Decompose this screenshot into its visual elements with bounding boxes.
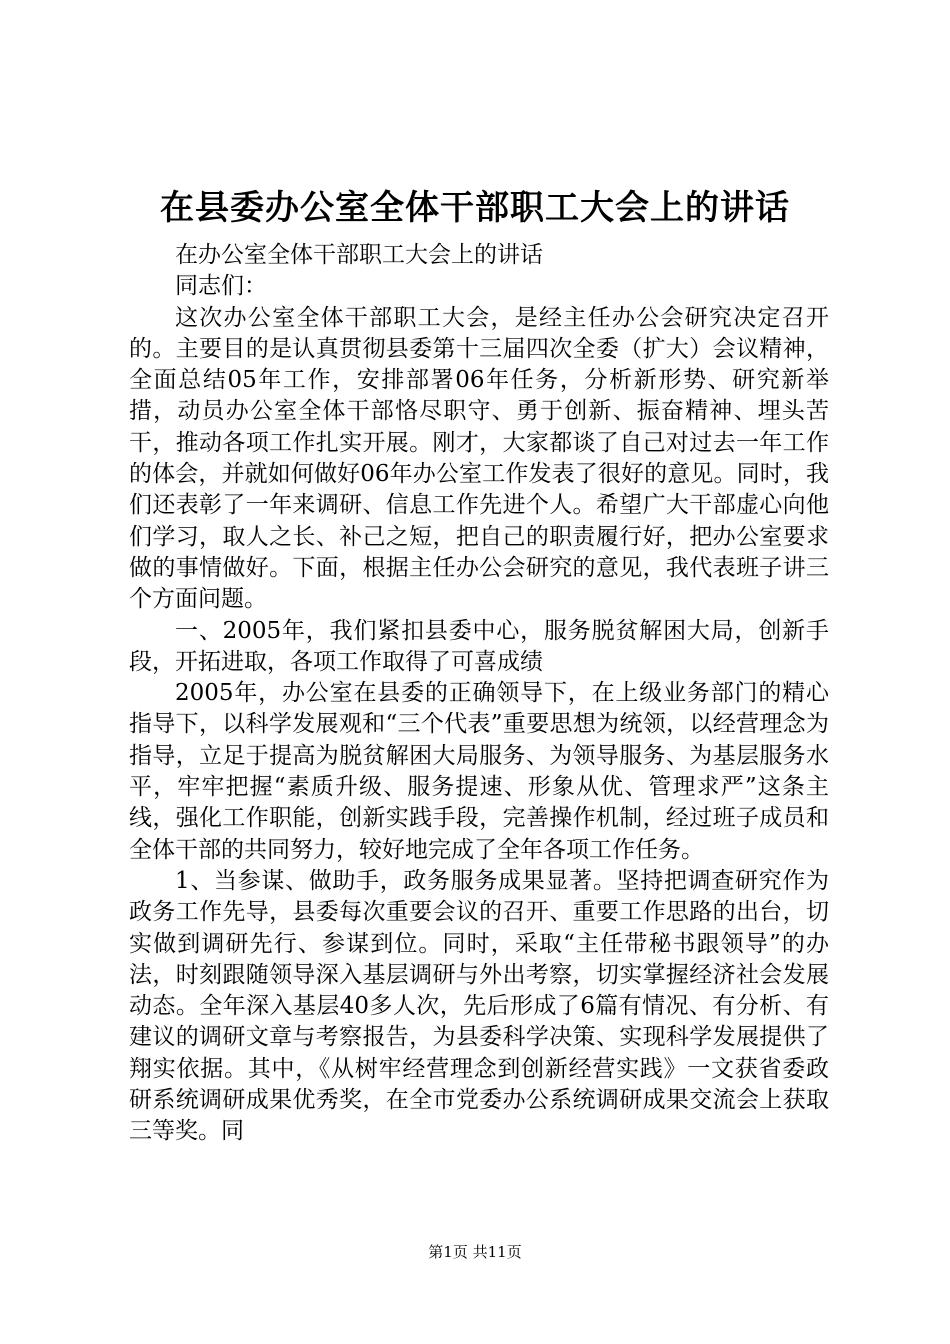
section-heading-paragraph: 一、2005年，我们紧扣县委中心，服务脱贫解困大局，创新手段，开拓进取，各项工作取得了可喜成绩 xyxy=(129,617,829,675)
salutation-paragraph: 同志们： xyxy=(175,273,267,300)
body-paragraph: 1、当参谋、做助手，政务服务成果显著。坚持把调查研究作为政务工作先导，县委每次重要会议的召开、重要工作思路的出台，切实做到调研先行、参谋到位。同时，采取“主任带秘书跟领导”的办法，时刻跟随领导深入基层调研与外出考察，切实掌握经济社会发展动态。全年深入基层40多人次，先后形成了6篇有情况、有分析、有建议的调研文章与考察报告，为县委科学决策、实现科学发展提供了翔实依据。其中，《从树牢经营理念到创新经营实践》一文获省委政研系统调研成果优秀奖，在全市党委办公系统调研成果交流会上获取三等奖。同 xyxy=(129,867,829,1145)
document-body xyxy=(129,240,829,1148)
subtitle-paragraph: 在办公室全体干部职工大会上的讲话 xyxy=(175,242,543,268)
page-number-footer: 第1页 共11页 xyxy=(428,1243,522,1261)
document-title: 在县委办公室全体干部职工大会上的讲话 xyxy=(160,188,790,228)
body-paragraph: 这次办公室全体干部职工大会，是经主任办公会研究决定召开的。主要目的是认真贯彻县委第十三届四次全委（扩大）会议精神，全面总结05年工作，安排部署06年任务，分析新形势、研究新举措，动员办公室全体干部恪尽职守、勇于创新、振奋精神、埋头苦干，推动各项工作扎实开展。刚才，大家都谈了自己对过去一年工作的体会，并就如何做好06年办公室工作发表了很好的意见。同时，我们还表彰了一年来调研、信息工作先进个人。希望广大干部虚心向他们学习，取人之长、补己之短，把自己的职责履行好，把办公室要求做的事情做好。下面，根据主任办公会研究的意见，我代表班子讲三个方面问题。 xyxy=(129,304,829,613)
body-paragraph: 2005年，办公室在县委的正确领导下，在上级业务部门的精心指导下，以科学发展观和“三个代表”重要思想为统领，以经营理念为指导，立足于提高为脱贫解困大局服务、为领导服务、为基层服务水平，牢牢把握“素质升级、服务提速、形象从优、管理求严”这条主线，强化工作职能，创新实践手段，完善操作机制，经过班子成员和全体干部的共同努力，较好地完成了全年各项工作任务。 xyxy=(129,680,829,863)
